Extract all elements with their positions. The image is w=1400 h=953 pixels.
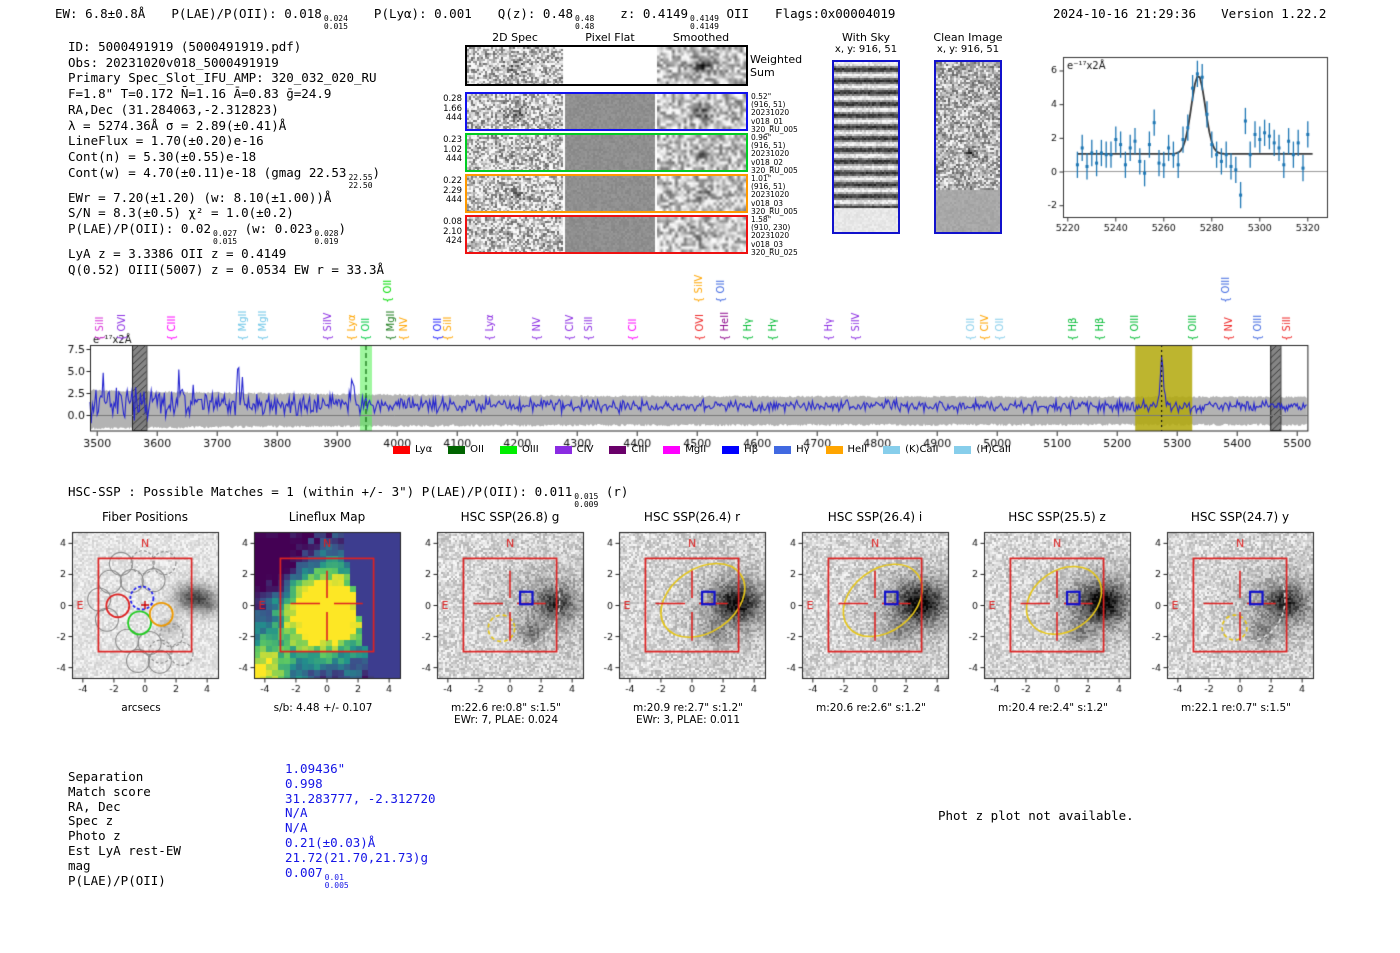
cutout-panel-lineflux [226, 510, 408, 714]
text-segment: 0.21(±0.03)Å [285, 834, 376, 850]
sub-value: 0.009 [574, 500, 599, 509]
text-segment: λ = 5274.36Å σ = 2.89(±0.41)Å [68, 117, 287, 133]
cutout-xlabel: m:22.6 re:0.8" s:1.5" [451, 702, 561, 714]
text-segment: Q(z): 0.48 [497, 6, 574, 21]
right-label-line: 1.01" [751, 174, 772, 183]
legend-item [826, 444, 868, 455]
cutout-xlabel: m:22.1 re:0.7" s:1.5" [1181, 702, 1291, 714]
left-label-line: 0.22 [443, 176, 462, 186]
cutout-title: HSC SSP(26.4) r [643, 510, 741, 524]
spec2d-row-right-labels [751, 216, 798, 257]
text-segment: 0.007 [285, 864, 323, 880]
text-segment: ID: 5000491919 (5000491919.pdf) [68, 39, 302, 54]
info-line [68, 70, 384, 86]
right-label-line: 320_RU_025 [751, 247, 798, 257]
spec2d-row [465, 174, 748, 213]
cutout-xlabel: s/b: 4.48 +/- 0.107 [273, 702, 373, 714]
spec2d-row-right-labels [751, 175, 798, 216]
left-label-line: 1.02 [443, 144, 462, 155]
left-label-line: 424 [445, 236, 462, 246]
sky-image-frame [832, 60, 900, 234]
left-label-line: 0.23 [443, 135, 462, 145]
match-row-label: RA, Dec [68, 798, 121, 814]
match-row-value [285, 851, 436, 866]
right-label-line: 20231020 [751, 231, 790, 241]
sup-sub-stack [213, 230, 237, 246]
spec2d-row [465, 92, 748, 131]
match-row-label: Photo z [68, 828, 121, 844]
sup-sub-stack [690, 15, 719, 31]
left-label-line: 444 [445, 195, 462, 205]
info-line [68, 102, 384, 118]
sup-sub-stack [348, 174, 372, 190]
spec2d-row [465, 215, 748, 254]
cutout-title: HSC SSP(24.7) y [1190, 510, 1290, 524]
line-fit-plot [1035, 45, 1335, 240]
full-spectrum-plot [58, 270, 1320, 452]
cutout-xlabel: arcsecs [121, 702, 161, 714]
cutout-title: Lineflux Map [288, 510, 366, 524]
text-segment: 21.72(21.70,21.73)g [285, 849, 428, 865]
right-label-line: v018_03 [751, 198, 784, 208]
text-segment: N/A [285, 820, 308, 836]
sky-panel-title: With Sky [842, 31, 890, 44]
spec2d-row-image [467, 217, 746, 252]
text-segment: ) [372, 164, 381, 180]
match-table-labels [68, 770, 181, 888]
text-segment: EWr = 7.20(±1.20) (w: 8.10(±1.00))Å [68, 189, 332, 205]
sub-value: 0.48 [575, 22, 595, 31]
cutout-sublabel: EWr: 3, PLAE: 0.011 [635, 714, 741, 726]
text-segment: ) [338, 221, 346, 237]
text-segment: 1.09436" [285, 761, 346, 776]
info-line [68, 133, 384, 149]
right-label-line: v018_02 [751, 157, 784, 167]
text-segment: HSC-SSP : Possible Matches = 1 (within +/- 3") P(LAE)/P(OII): 0.011 [68, 484, 573, 499]
sup-value: 0.01 [324, 872, 344, 882]
info-line [68, 39, 384, 55]
info-line [68, 221, 384, 246]
spec2d-column-title: Smoothed [672, 31, 730, 44]
right-label-line: 20231020 [751, 190, 790, 200]
match-row-value [285, 777, 436, 792]
legend-swatch [663, 446, 680, 454]
right-label-line: (910, 230) [751, 223, 791, 233]
cutout-xlabel: m:20.6 re:2.6" s:1.2" [816, 702, 926, 714]
right-label-line: 20231020 [751, 149, 790, 159]
legend-item [774, 444, 809, 455]
match-row-value [285, 762, 436, 777]
right-label-line: 0.52" [751, 92, 772, 101]
header-item [171, 6, 348, 31]
left-label-line: 0.28 [443, 94, 462, 104]
legend-swatch [774, 446, 791, 454]
sub-value: 0.015 [323, 22, 348, 31]
cutout-image [956, 528, 1138, 698]
right-label-line: (916, 51) [751, 182, 786, 192]
sub-value: 0.019 [314, 237, 339, 247]
legend-item [500, 444, 539, 455]
left-label-line: 2.29 [443, 185, 462, 196]
header-item [55, 6, 145, 31]
text-segment: S/N = 8.3(±0.5) χ² = 1.0(±0.2) [68, 205, 294, 221]
spec2d-column-title: Pixel Flat [585, 31, 635, 44]
legend-label: CIII [631, 444, 648, 455]
info-line [68, 246, 384, 262]
right-label-line: 320_RU_005 [751, 124, 798, 134]
text-segment: 0.998 [285, 775, 323, 791]
info-line [68, 86, 384, 102]
spec2d-row-right-labels [751, 134, 798, 175]
right-label-line: 320_RU_005 [751, 206, 798, 216]
legend-label: Hβ [744, 444, 759, 455]
sky-panel-title: Clean Image [933, 31, 1003, 44]
text-segment: 31.283777, -2.312720 [285, 790, 436, 806]
spec2d-row [465, 45, 748, 86]
legend-item [663, 444, 706, 455]
match-row-label: Separation [68, 769, 144, 784]
weighted-sum-line: Weighted [750, 53, 803, 66]
match-row-label: P(LAE)/P(OII) [68, 872, 166, 888]
legend-label: Lyα [415, 444, 433, 455]
right-label-line: 20231020 [751, 108, 790, 118]
header-item [498, 6, 595, 31]
text-segment: OII [718, 6, 750, 21]
left-label-line: 0.08 [443, 217, 462, 227]
spec2d-row-right-labels [751, 93, 798, 134]
match-row-value [285, 836, 436, 851]
legend-label: Hγ [796, 444, 810, 455]
right-label-line: v018_03 [751, 239, 784, 249]
info-line [68, 205, 384, 221]
cutout-panel-fiber [44, 510, 226, 714]
spec2d-row-left-labels [440, 95, 462, 124]
sub-value: 0.4149 [690, 22, 719, 31]
sub-value: 0.015 [213, 237, 238, 247]
match-table-values [285, 762, 436, 890]
match-row-label: mag [68, 857, 91, 873]
text-segment: N/A [285, 805, 308, 821]
right-label-line: 320_RU_005 [751, 165, 798, 175]
match-row-label: Est LyA rest-EW [68, 842, 181, 858]
sup-value: 22.55 [348, 172, 373, 182]
header-summary [55, 6, 895, 31]
text-segment: Obs: 20231020v018_5000491919 [68, 54, 279, 70]
legend-item [954, 444, 1010, 455]
text-segment: LyA z = 3.3386 OII z = 0.4149 [68, 246, 287, 262]
sup-sub-stack [325, 874, 349, 890]
text-segment: Primary Spec_Slot_IFU_AMP: 320_032_020_RU [68, 70, 377, 86]
sup-value: 0.015 [574, 492, 599, 501]
cutout-title: HSC SSP(26.8) g [460, 510, 560, 524]
cutout-image [226, 528, 408, 698]
sub-value: 22.50 [348, 180, 373, 190]
legend-swatch [448, 446, 465, 454]
match-row-value [285, 866, 436, 890]
report-version: Version 1.22.2 [1221, 6, 1327, 21]
text-segment: EW: 6.8±0.8Å [55, 6, 146, 21]
text-segment: P(LAE)/P(OII): 0.018 [171, 6, 322, 21]
weighted-sum-label [750, 53, 802, 79]
cutout-image [1139, 528, 1321, 698]
sup-value: 0.028 [314, 229, 339, 239]
spec2d-row-image [467, 176, 746, 211]
legend-item [555, 444, 594, 455]
legend-label: (K)CaII [905, 444, 939, 455]
cutout-panel-hsc [409, 510, 591, 726]
legend-swatch [393, 446, 410, 454]
cutout-image [774, 528, 956, 698]
sky-panel-subtitle: x, y: 916, 51 [936, 44, 1000, 55]
match-row-label: Match score [68, 783, 151, 799]
info-line [68, 149, 384, 165]
legend-swatch [826, 446, 843, 454]
sup-value: 0.48 [575, 14, 595, 23]
legend-swatch [722, 446, 739, 454]
text-segment: RA,Dec (31.284063,-2.312823) [68, 101, 279, 117]
match-row-label: Spec z [68, 813, 114, 829]
cutout-image [44, 528, 226, 698]
legend-label: OIII [521, 444, 539, 455]
info-line [68, 118, 384, 134]
left-label-line: 1.66 [443, 103, 462, 114]
header-item [620, 6, 749, 31]
text-segment: F=1.8" T=0.172 N̄=1.16 Ā=0.83 ḡ=24.9 [68, 86, 332, 102]
cutout-xlabel: m:20.4 re:2.4" s:1.2" [998, 702, 1108, 714]
sky-panel-subtitle: x, y: 916, 51 [834, 44, 898, 55]
info-line [68, 55, 384, 71]
cutout-panel-hsc [956, 510, 1138, 714]
legend-item [722, 444, 758, 455]
text-segment: Flags:0x00004019 [775, 6, 896, 21]
spec2d-row-image [467, 94, 746, 129]
sup-sub-stack [575, 15, 594, 31]
hsc-ssp-match-line [68, 484, 628, 509]
sup-value: 0.024 [323, 14, 348, 23]
sup-value: 0.4149 [690, 14, 719, 23]
match-row-value [285, 821, 436, 836]
cutout-panel-hsc [1139, 510, 1321, 714]
spec2d-row-left-labels [440, 218, 462, 247]
text-segment: (w: 0.023 [237, 221, 313, 237]
report-timestamp: 2024-10-16 21:29:36 [1053, 6, 1196, 21]
legend-item [883, 444, 938, 455]
sup-sub-stack [314, 230, 338, 246]
header-item [374, 6, 472, 31]
info-line [68, 165, 384, 190]
match-row-value [285, 806, 436, 821]
legend-swatch [954, 446, 971, 454]
text-segment: (r) [598, 484, 629, 499]
cutout-image [409, 528, 591, 698]
clean-image [936, 62, 1000, 232]
legend-label: HeII [847, 444, 868, 455]
info-line [68, 190, 384, 206]
cutout-sublabel: EWr: 7, PLAE: 0.024 [453, 714, 559, 726]
sky-image-frame [934, 60, 1002, 234]
text-segment: P(Lyα): 0.001 [373, 6, 472, 21]
photz-note: Phot z plot not available. [938, 808, 1134, 823]
spec2d-row-left-labels [440, 177, 462, 206]
spec2d-column-title: 2D Spec [492, 31, 538, 44]
spec2d-row-image [467, 47, 746, 84]
legend-label: MgII [685, 444, 707, 455]
with-sky-image [834, 62, 898, 232]
left-label-line: 2.10 [443, 226, 462, 237]
right-label-line: v018_01 [751, 116, 784, 126]
left-label-line: 444 [445, 154, 462, 164]
sup-sub-stack [324, 15, 348, 31]
legend-swatch [883, 446, 900, 454]
spec2d-row [465, 133, 748, 172]
text-segment: z: 0.4149 [620, 6, 689, 21]
legend-item [393, 444, 432, 455]
text-segment: P(LAE)/P(OII): 0.02 [68, 221, 211, 237]
text-segment: Cont(w) = 4.70(±0.11)e-18 (gmag 22.53 [68, 164, 347, 180]
legend-label: (H)CaII [976, 444, 1011, 455]
right-label-line: (916, 51) [751, 141, 786, 151]
legend-swatch [500, 446, 517, 454]
right-label-line: 1.58" [751, 215, 772, 224]
header-item [775, 6, 895, 31]
spec2d-row-left-labels [440, 136, 462, 165]
cutout-panel-hsc [774, 510, 956, 714]
cutout-title: HSC SSP(26.4) i [827, 510, 923, 524]
cutout-panel-hsc [591, 510, 773, 726]
right-label-line: 0.96" [751, 133, 772, 142]
legend-swatch [555, 446, 572, 454]
cutout-title: Fiber Positions [101, 510, 189, 524]
cutout-title: HSC SSP(25.5) z [1008, 510, 1106, 524]
left-label-line: 444 [445, 113, 462, 123]
match-row-value [285, 792, 436, 807]
cutout-xlabel: m:20.9 re:2.7" s:1.2" [633, 702, 743, 714]
spectrum-legend [393, 444, 1011, 455]
detection-info-block [68, 39, 384, 277]
legend-swatch [609, 446, 626, 454]
sub-value: 0.005 [324, 880, 349, 890]
sup-value: 0.027 [213, 229, 238, 239]
legend-label: CIV [576, 444, 594, 455]
legend-item [609, 444, 647, 455]
text-segment: Cont(n) = 5.30(±0.55)e-18 [68, 148, 257, 164]
sup-sub-stack [574, 493, 598, 509]
header-timestamp-version [1053, 6, 1326, 21]
spec2d-row-image [467, 135, 746, 170]
legend-label: OII [470, 444, 484, 455]
cutout-image [591, 528, 773, 698]
legend-item [448, 444, 484, 455]
text-segment: LineFlux = 1.70(±0.20)e-16 [68, 133, 264, 149]
weighted-sum-line: Sum [750, 66, 775, 79]
right-label-line: (916, 51) [751, 100, 786, 110]
